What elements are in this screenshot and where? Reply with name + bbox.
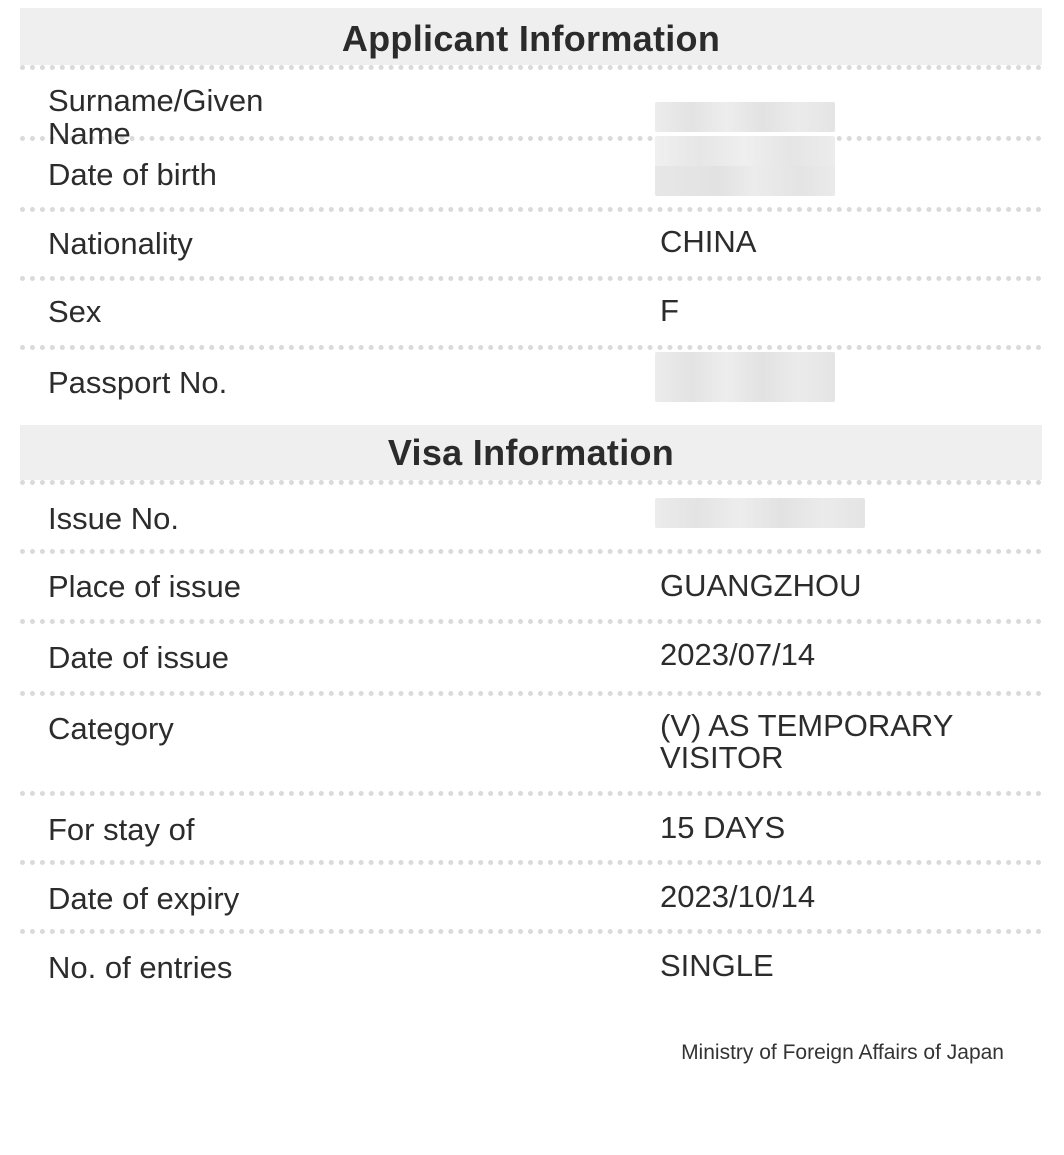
value-category: (V) AS TEMPORARY VISITOR — [660, 708, 954, 775]
row-date-of-issue — [20, 624, 1042, 691]
applicant-section-title: Applicant Information — [20, 8, 1042, 65]
label-date-of-expiry: Date of expiry — [48, 881, 240, 916]
label-category: Category — [48, 711, 174, 746]
label-no-of-entries: No. of entries — [48, 950, 233, 985]
redacted-date-of-birth-value — [655, 136, 835, 196]
row-passport-no — [20, 350, 1042, 425]
row-surname-given-name — [20, 70, 1042, 151]
row-date-of-expiry — [20, 865, 1042, 929]
row-category — [20, 696, 1042, 791]
value-place-of-issue: GUANGZHOU — [660, 568, 862, 603]
row-no-of-entries — [20, 934, 1042, 998]
row-place-of-issue — [20, 554, 1042, 619]
row-nationality — [20, 212, 1042, 276]
visa-section-title: Visa Information — [20, 425, 1042, 480]
value-date-of-expiry: 2023/10/14 — [660, 879, 816, 914]
label-date-of-birth: Date of birth — [48, 157, 217, 192]
visa-document — [20, 8, 1042, 998]
label-for-stay-of: For stay of — [48, 812, 195, 847]
row-issue-no — [20, 485, 1042, 549]
label-nationality: Nationality — [48, 226, 193, 261]
redacted-name-value — [655, 102, 835, 132]
issuer-footnote: Ministry of Foreign Affairs of Japan — [681, 1041, 1004, 1064]
label-date-of-issue: Date of issue — [48, 640, 229, 675]
label-passport-no: Passport No. — [48, 365, 228, 400]
value-nationality: CHINA — [660, 224, 757, 259]
value-date-of-issue: 2023/07/14 — [660, 637, 816, 672]
value-no-of-entries: SINGLE — [660, 948, 774, 983]
label-surname-given-name: Surname/Given Name — [48, 83, 264, 151]
row-for-stay-of — [20, 796, 1042, 860]
value-for-stay-of: 15 DAYS — [660, 810, 786, 845]
row-sex — [20, 281, 1042, 345]
label-issue-no: Issue No. — [48, 501, 179, 536]
label-place-of-issue: Place of issue — [48, 569, 241, 604]
row-date-of-birth — [20, 141, 1042, 207]
value-sex: F — [660, 293, 679, 328]
label-sex: Sex — [48, 294, 102, 329]
redacted-passport-value — [655, 352, 835, 402]
redacted-issue-no-value — [655, 498, 865, 528]
